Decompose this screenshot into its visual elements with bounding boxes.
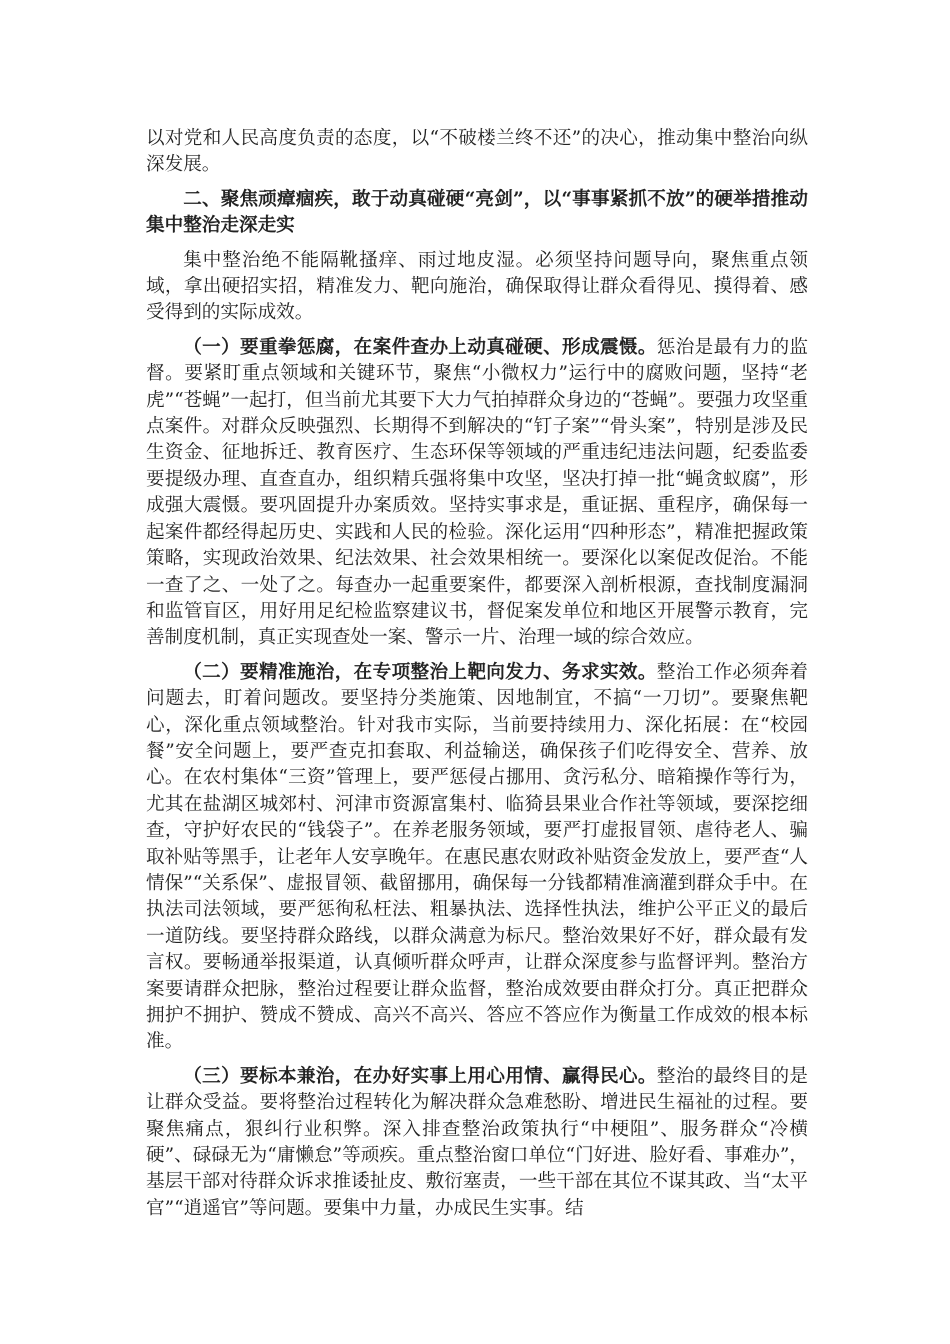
paragraph-2-lead: （二）要精准施治，在专项整治上靶向发力、务求实效。 <box>183 661 657 683</box>
document-page <box>146 126 808 1230</box>
paragraph-2 <box>146 660 808 1056</box>
paragraph-3-lead: （三）要标本兼治，在办好实事上用心用情、赢得民心。 <box>183 1065 657 1087</box>
intro-paragraph: 集中整治绝不能隔靴搔痒、雨过地皮湿。必须坚持问题导向，聚焦重点领域，拿出硬招实招，精准发力、靶向施治，确保取得让群众看得见、摸得着、感受得到的实际成效。 <box>146 249 808 324</box>
paragraph-2-body: 整治工作必须奔着问题去，盯着问题改。要坚持分类施策、因地制宜，不搞“一刀切”。要聚焦靶心，深化重点领域整治。针对我市实际，当前要持续用力、深化拓展：在“校园餐”安全问题上，要严查克扣套取、利益输送，确保孩子们吃得安全、营养、放心。在农村集体“三资”管理上，要严惩侵占挪用、贪污私分、暗箱操作等行为，尤其在盐湖区城郊村、河津市资源富集村、临猗县果业合作社等领域，要深挖细查，守护好农民的“钱袋子”。在养老服务领域，要严打虚报冒领、虐待老人、骗取补贴等黑手，让老年人安享晚年。在惠民惠农财政补贴资金发放上，要严查“人情保”“关系保”、虚报冒领、截留挪用，确保每一分钱都精准滴灌到群众手中。在执法司法领域，要严惩徇私枉法、粗暴执法、选择性执法，维护公平正义的最后一道防线。要坚持群众路线，以群众满意为标尺。整治效果好不好，群众最有发言权。要畅通举报渠道，认真倾听群众呼声，让群众深度参与监督评判。整治方案要请群众把脉，整治过程要让群众监督，整治成效要由群众打分。真正把群众拥护不拥护、赞成不赞成、高兴不高兴、答应不答应作为衡量工作成效的根本标准。 <box>146 661 808 1053</box>
paragraph-3 <box>146 1064 808 1222</box>
paragraph-1 <box>146 335 808 652</box>
paragraph-3-body: 整治的最终目的是让群众受益。要将整治过程转化为解决群众急难愁盼、增进民生福祉的过程。要聚焦痛点，狠纠行业积弊。深入排查整治政策执行“中梗阻”、服务群众“冷横硬”、碌碌无为“庸懒怠”等顽疾。重点整治窗口单位“门好进、脸好看、事难办”，基层干部对待群众诉求推诿扯皮、敷衍塞责，一些干部在其位不谋其政、当“太平官”“逍遥官”等问题。要集中力量，办成民生实事。结 <box>146 1065 808 1219</box>
continuation-paragraph: 以对党和人民高度负责的态度，以“不破楼兰终不还”的决心，推动集中整治向纵深发展。 <box>146 128 808 176</box>
section-heading: 二、聚焦顽瘴痼疾，敢于动真碰硬“亮剑”，以“事事紧抓不放”的硬举措推动集中整治走深走实 <box>146 188 808 237</box>
paragraph-1-lead: （一）要重拳惩腐，在案件查办上动真碰硬、形成震慑。 <box>183 336 657 358</box>
paragraph-1-body: 惩治是最有力的监督。要紧盯重点领域和关键环节，聚焦“小微权力”运行中的腐败问题，坚持“老虎”“苍蝇”一起打，但当前尤其要下大力气拍掉群众身边的“苍蝇”。要强力攻坚重点案件。对群众反映强烈、长期得不到解决的“钉子案”“骨头案”，特别是涉及民生资金、征地拆迁、教育医疗、生态环保等领域的严重违纪违法问题，纪委监委要提级办理、直查直办，组织精兵强将集中攻坚，坚决打掉一批“蝇贪蚁腐”，形成强大震慑。要巩固提升办案质效。坚持实事求是，重证据、重程序，确保每一起案件都经得起历史、实践和人民的检验。深化运用“四种形态”，精准把握政策策略，实现政治效果、纪法效果、社会效果相统一。要深化以案促改促治。不能一查了之、一处了之。每查办一起重要案件，都要深入剖析根源，查找制度漏洞和监管盲区，用好用足纪检监察建议书，督促案发单位和地区开展警示教育，完善制度机制，真正实现查处一案、警示一片、治理一域的综合效应。 <box>146 336 808 649</box>
